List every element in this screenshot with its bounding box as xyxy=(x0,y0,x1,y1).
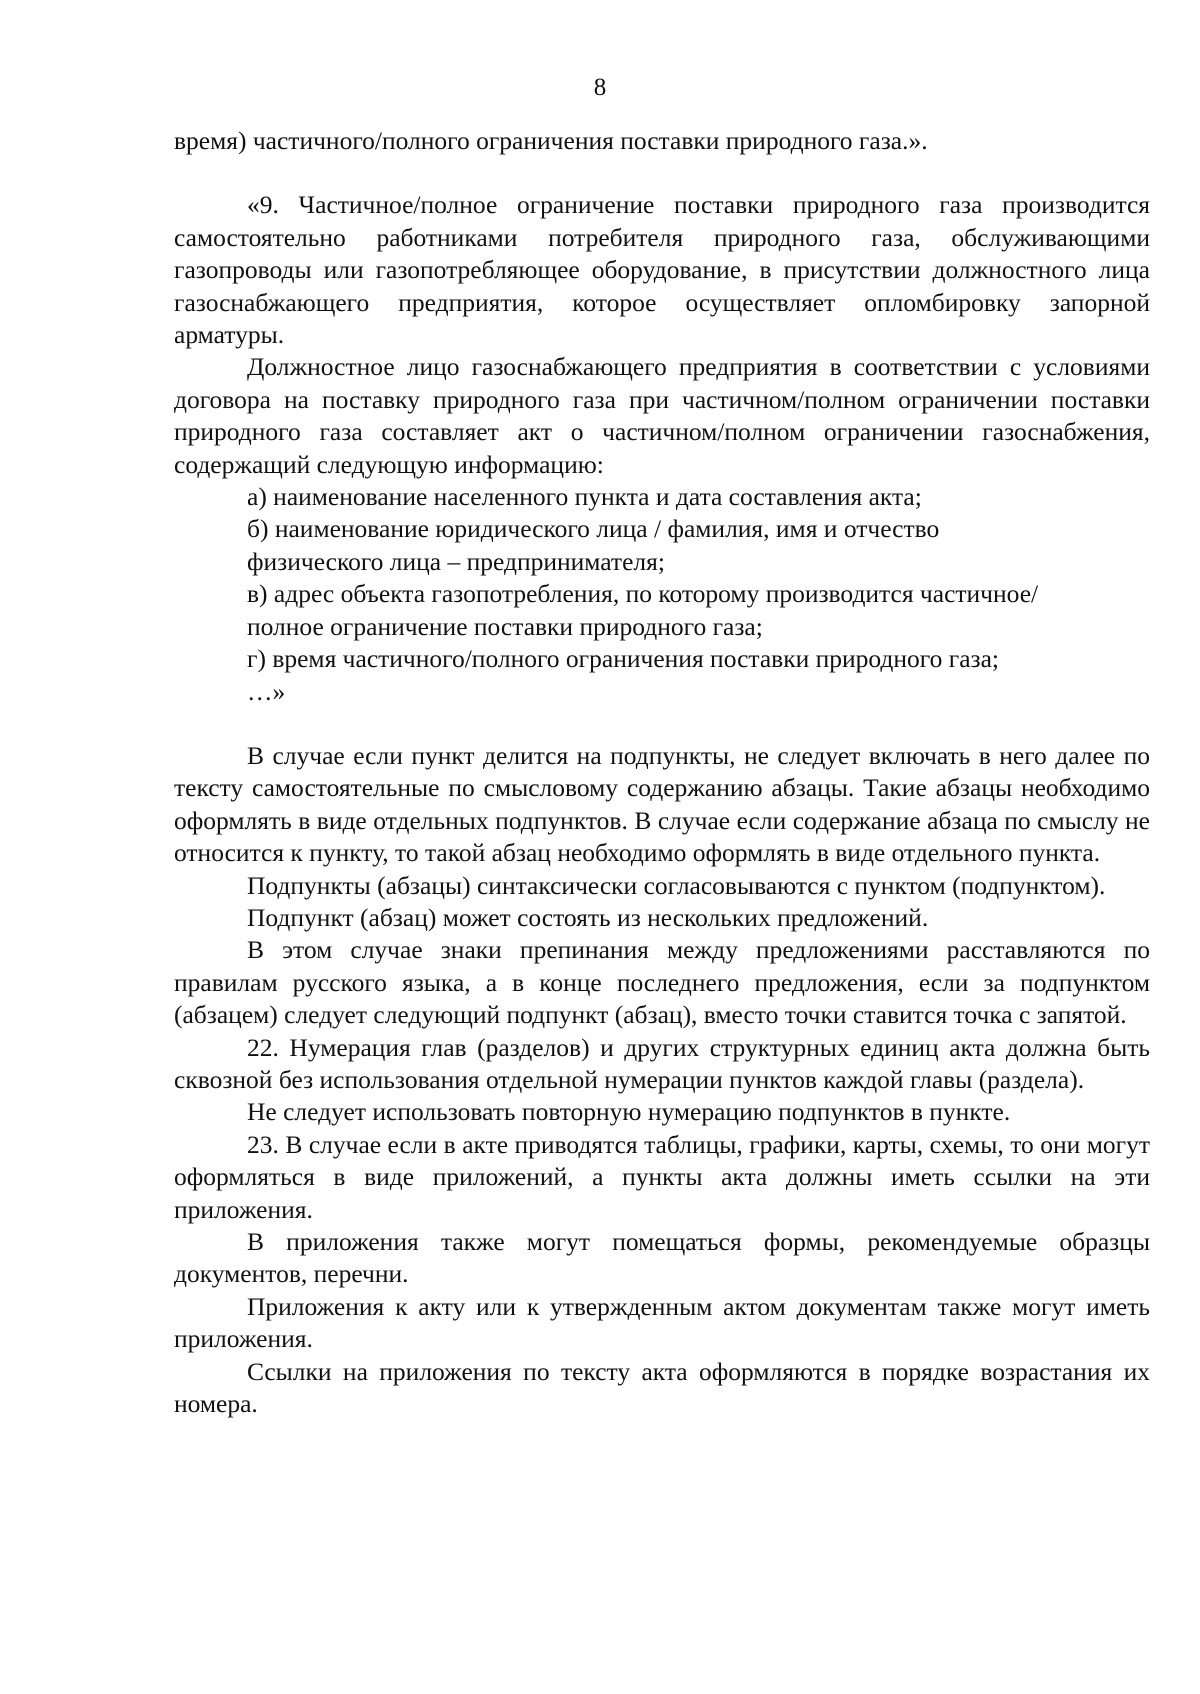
paragraph-continuation: время) частичного/полного ограничения поставки природного газа.». xyxy=(174,126,928,155)
list-item-b-line2: физического лица – предпринимателя; xyxy=(247,546,665,576)
paragraph-subitems-rule: В случае если пункт делится на подпункты, не следует включать в него далее по тексту самостоятельные по смысловому содержанию абзацы. Такие абзацы необходимо оформлять в виде отдельных подпунктов. В случае если содержание абзаца по смыслу не относится к пункту, то такой абзац необходимо оформлять в виде отдельного пункта. xyxy=(174,740,1150,868)
paragraph-punctuation: В этом случае знаки препинания между предложениями расставляются по правилам русского языка, а в конце последнего предложения, если за подпунктом (абзацем) следует следующий подпункт (абзац), вместо точки ставится точка с запятой. xyxy=(174,935,1150,1030)
list-item-a: а) наименование населенного пункта и дата составления акта; xyxy=(247,482,922,512)
paragraph-syntax-agreement: Подпункты (абзацы) синтаксически согласовываются с пунктом (подпунктом). xyxy=(247,870,1106,900)
paragraph-appendix-nested: Приложения к акту или к утвержденным актом документам также могут иметь приложения. xyxy=(174,1291,1150,1354)
paragraph-multiple-sentences: Подпункт (абзац) может состоять из нескольких предложений. xyxy=(247,902,929,932)
paragraph-appendix-forms: В приложения также могут помещаться формы, рекомендуемые образцы документов, перечни. xyxy=(174,1227,1150,1289)
page-number: 8 xyxy=(593,74,607,101)
paragraph-no-repeat-numbering: Не следует использовать повторную нумерацию подпунктов в пункте. xyxy=(247,1097,1011,1127)
list-item-v-line2: полное ограничение поставки природного газа; xyxy=(247,611,763,641)
list-item-b-line1: б) наименование юридического лица / фамилия, имя и отчество xyxy=(247,514,940,544)
list-item-g: г) время частичного/полного ограничения поставки природного газа; xyxy=(247,644,1000,674)
paragraph-item-23: 23. В случае если в акте приводятся таблицы, графики, карты, схемы, то они могут оформляться в виде приложений, а пункты акта должны иметь ссылки на эти приложения. xyxy=(174,1129,1150,1224)
document-body xyxy=(174,125,1150,1420)
paragraph-appendix-order: Ссылки на приложения по тексту акта оформляются в порядке возрастания их номера. xyxy=(174,1356,1150,1419)
paragraph-item-22: 22. Нумерация глав (разделов) и других структурных единиц акта должна быть сквозной без использования отдельной нумерации пунктов каждой главы (раздела). xyxy=(174,1032,1150,1094)
paragraph-act-info: Должностное лицо газоснабжающего предприятия в соответствии с условиями договора на поставку природного газа при частичном/полном ограничении поставки природного газа составляет акт о частичном/полном ограничении газоснабжения, содержащий следующую информацию: xyxy=(174,352,1150,479)
list-item-v-line1: в) адрес объекта газопотребления, по которому производится частичное/ xyxy=(247,579,1039,609)
list-ellipsis: …» xyxy=(247,676,286,706)
paragraph-item-9: «9. Частичное/полное ограничение поставки природного газа производится самостоятельно работниками потребителя природного газа, обслуживающими газопроводы или газопотребляющее оборудование, в присутствии должностного лица газоснабжающего предприятия, которое осуществляет опломбировку запорной арматуры. xyxy=(174,190,1150,350)
